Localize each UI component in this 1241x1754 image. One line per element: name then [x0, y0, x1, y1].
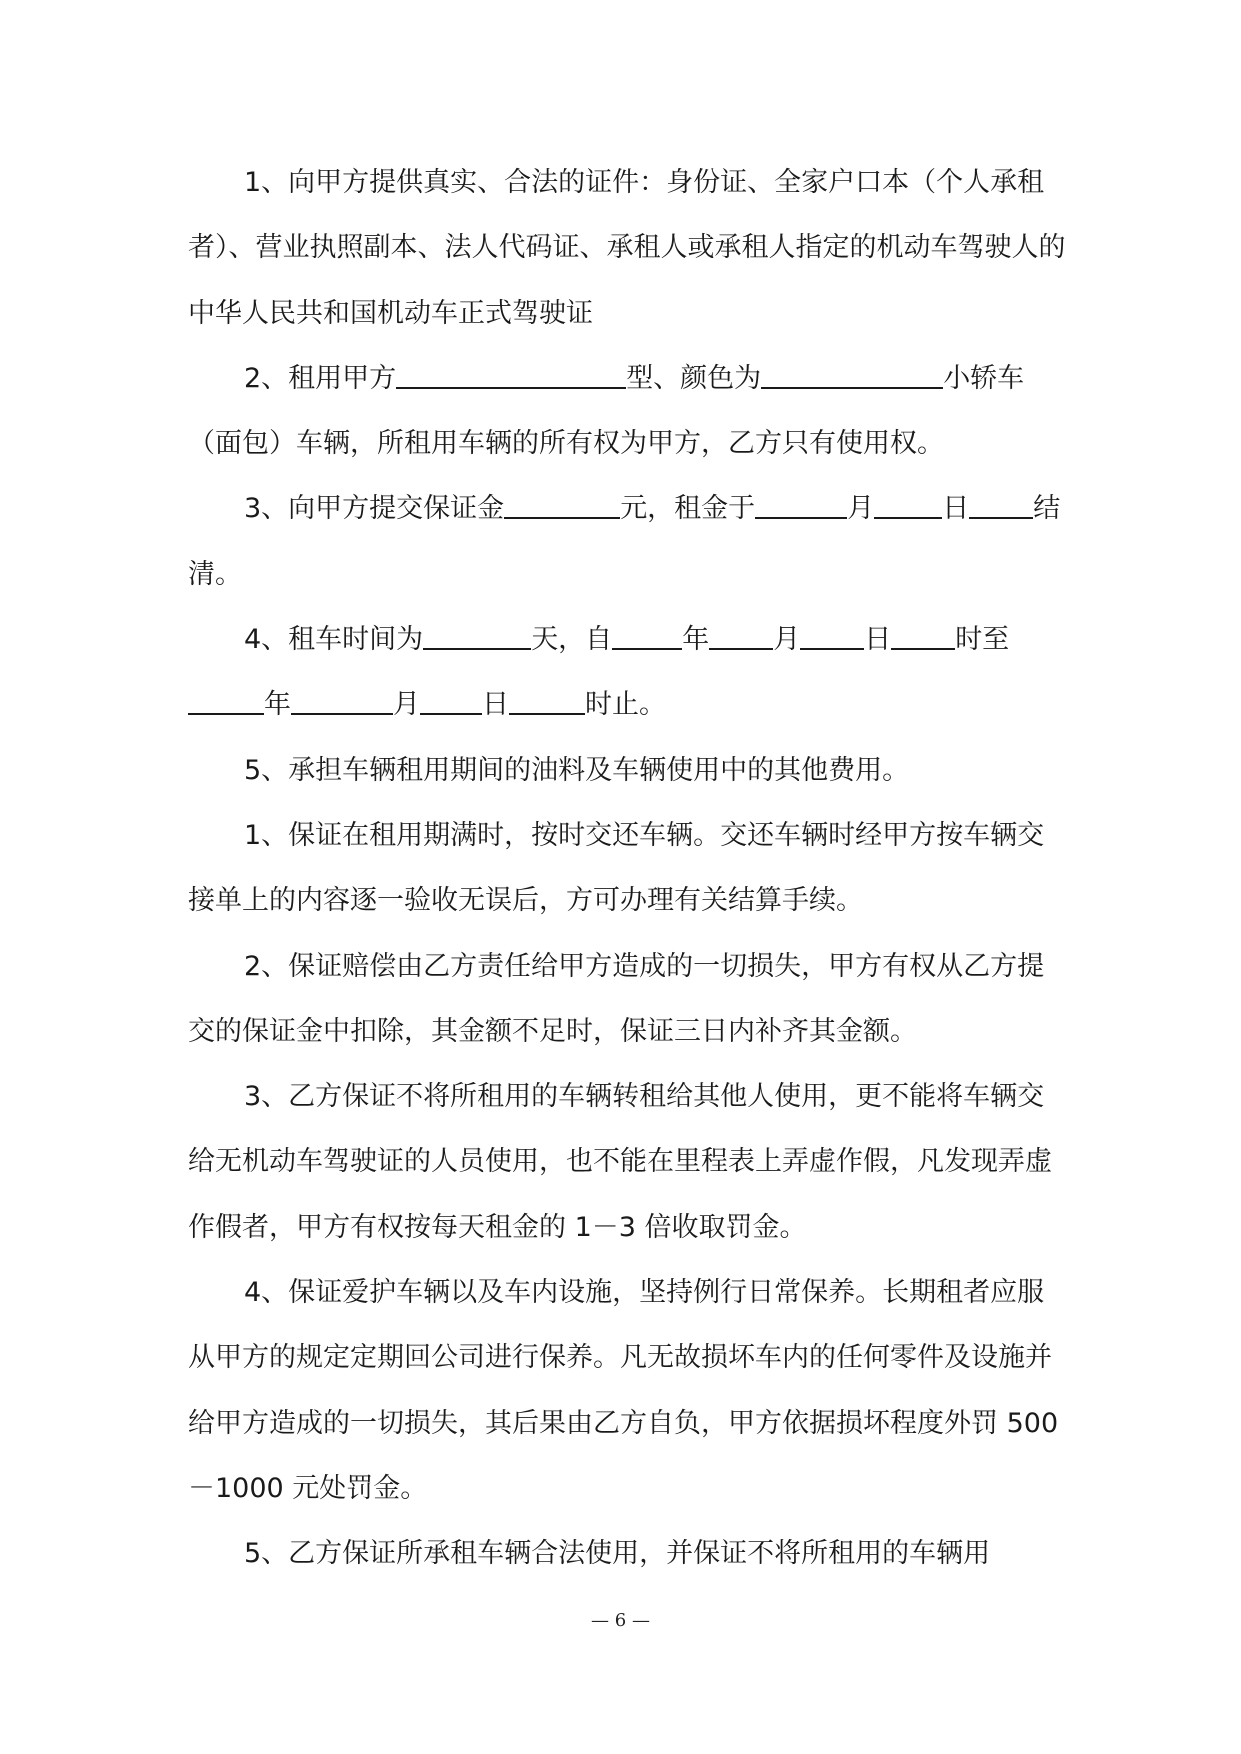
start-year-blank[interactable]: [612, 620, 682, 650]
start-month-blank[interactable]: [709, 620, 773, 650]
clause-text: 4、租车时间为: [244, 624, 424, 656]
clause-text: 元，租金于: [620, 493, 756, 525]
clause-text: 2、租用甲方: [244, 362, 397, 394]
clause-text: 月: [773, 624, 801, 656]
clause-text: 日: [864, 624, 892, 656]
clause-text: 月: [847, 493, 875, 525]
obligation-4-maintenance: [188, 1260, 1068, 1521]
clause-text: 年: [682, 624, 710, 656]
end-day-blank[interactable]: [420, 685, 482, 715]
settle-extra-blank[interactable]: [969, 489, 1033, 519]
start-day-blank[interactable]: [800, 620, 864, 650]
contract-body: [188, 150, 1068, 1587]
clause-4-rental-period: [188, 607, 1068, 738]
clause-text: 日: [482, 689, 509, 721]
clause-text: 日: [942, 493, 970, 525]
obligation-1-return-vehicle: [188, 803, 1068, 934]
clause-text: 结清。: [188, 493, 1061, 590]
clause-text: 4、保证爱护车辆以及车内设施，坚持例行日常保养。长期租者应服从甲方的规定定期回公司进行保养。凡无故损坏车内的任何零件及设施并给甲方造成的一切损失，其后果由乙方自负，甲方依据损坏程度外罚 500－1000 元处罚金。: [188, 1277, 1059, 1504]
clause-text: 小轿车（面包）车辆，所租用车辆的所有权为甲方，乙方只有使用权。: [188, 362, 1025, 460]
clause-text: 时止。: [585, 689, 666, 721]
clause-text: 3、向甲方提交保证金: [244, 493, 505, 525]
clause-text: 3、乙方保证不将所租用的车辆转租给其他人使用，更不能将车辆交给无机动车驾驶证的人员使用，也不能在里程表上弄虚作假，凡发现弄虚作假者，甲方有权按每天租金的 1－3 倍收取罚金。: [188, 1081, 1052, 1243]
clause-text: 年: [264, 689, 291, 721]
clause-text: 1、向甲方提供真实、合法的证件：身份证、全家户口本（个人承租者）、营业执照副本、法人代码证、承租人或承租人指定的机动车驾驶人的中华人民共和国机动车正式驾驶证: [188, 167, 1066, 329]
vehicle-color-blank[interactable]: [761, 359, 943, 389]
clause-text: 型、颜色为: [626, 362, 762, 394]
clause-text: 时至: [955, 624, 1010, 656]
end-hour-blank[interactable]: [509, 685, 585, 715]
end-month-blank[interactable]: [291, 685, 393, 715]
obligation-2-compensation: [188, 934, 1068, 1065]
start-hour-blank[interactable]: [891, 620, 955, 650]
clause-text: 5、乙方保证所承租车辆合法使用，并保证不将所租用的车辆用: [244, 1538, 991, 1570]
clause-text: 2、保证赔偿由乙方责任给甲方造成的一切损失，甲方有权从乙方提交的保证金中扣除，其金额不足时，保证三日内补齐其金额。: [188, 950, 1045, 1047]
clause-3-deposit: [188, 476, 1068, 607]
end-year-blank[interactable]: [188, 685, 264, 715]
page-number: — 6 —: [591, 1610, 650, 1631]
settle-month-blank[interactable]: [755, 489, 847, 519]
obligation-5-legal-use: [188, 1521, 1068, 1586]
vehicle-model-blank[interactable]: [396, 359, 626, 389]
clause-text: 月: [393, 689, 420, 721]
settle-day-blank[interactable]: [874, 489, 942, 519]
obligation-3-no-sublease: [188, 1064, 1068, 1260]
clause-text: 1、保证在租用期满时，按时交还车辆。交还车辆时经甲方按车辆交接单上的内容逐一验收无误后，方可办理有关结算手续。: [188, 819, 1045, 917]
clause-text: 天，自: [531, 624, 613, 656]
deposit-amount-blank[interactable]: [504, 489, 620, 519]
clause-1-provide-documents: [188, 150, 1068, 346]
clause-5-fuel-costs: [188, 738, 1068, 803]
clause-text: 5、承担车辆租用期间的油料及车辆使用中的其他费用。: [244, 754, 910, 786]
clause-2-rental-vehicle: [188, 346, 1068, 477]
rental-days-blank[interactable]: [423, 620, 531, 650]
